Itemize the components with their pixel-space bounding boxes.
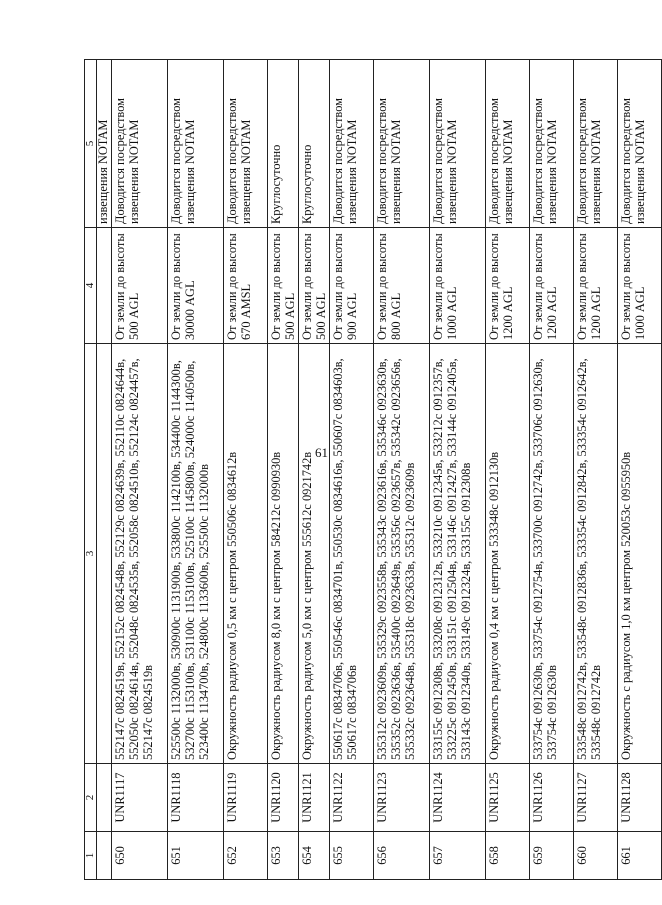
area-code: UNR1123 <box>374 764 430 832</box>
column-header-5: 5 <box>85 60 97 228</box>
column-header-4: 4 <box>85 228 97 344</box>
row-number: 654 <box>299 832 330 880</box>
table-row <box>268 60 299 880</box>
table-row <box>530 60 574 880</box>
area-code: UNR1127 <box>574 764 618 832</box>
area-coordinates: Окружность радиусом 8,0 км с центром 584212с 0990930в <box>268 344 299 764</box>
table-row <box>430 60 486 880</box>
row-number: 658 <box>486 832 530 880</box>
altitude-limits: От земли до высоты 1000 AGL <box>430 228 486 344</box>
altitude-limits: От земли до высоты 1000 AGL <box>618 228 662 344</box>
area-code: UNR1120 <box>268 764 299 832</box>
altitude-limits: От земли до высоты 900 AGL <box>330 228 374 344</box>
altitude-limits: От земли до высоты 1200 AGL <box>530 228 574 344</box>
area-code: UNR1128 <box>618 764 662 832</box>
restricted-areas-table <box>84 59 662 880</box>
area-coordinates: 525500с 1132000в, 530900с 1131900в, 533800с 1142100в, 534400с 1144300в, 532700с 1153100в, 531100с 1153100в, 525100с 1145800в, 524000с 1140500в, 523400с 1134700в, 524800с 1133600в, 525500с 1132000в <box>168 344 224 764</box>
activation-mode: Доводится посредством извещения NOTAM <box>486 60 530 228</box>
continuation-row <box>97 60 112 880</box>
table-row <box>330 60 374 880</box>
rotated-table <box>84 60 647 880</box>
continuation-cell: извещения NOTAM <box>97 60 112 228</box>
table-row <box>618 60 662 880</box>
altitude-limits: От земли до высоты 1200 AGL <box>574 228 618 344</box>
row-number: 653 <box>268 832 299 880</box>
activation-mode: Доводится посредством извещения NOTAM <box>224 60 268 228</box>
activation-mode: Доводится посредством извещения NOTAM <box>112 60 168 228</box>
row-number: 659 <box>530 832 574 880</box>
area-code: UNR1121 <box>299 764 330 832</box>
area-code: UNR1125 <box>486 764 530 832</box>
activation-mode: Доводится посредством извещения NOTAM <box>530 60 574 228</box>
altitude-limits: От земли до высоты 1200 AGL <box>486 228 530 344</box>
area-code: UNR1119 <box>224 764 268 832</box>
altitude-limits: От земли до высоты 500 AGL <box>268 228 299 344</box>
row-number: 661 <box>618 832 662 880</box>
area-coordinates: 550617с 0834706в, 550546с 0834701в, 550530с 0834616в, 550607с 0834603в, 550617с 0834706в <box>330 344 374 764</box>
row-number: 652 <box>224 832 268 880</box>
area-coordinates: Окружность с радиусом 1,0 км центром 520053с 0955950в <box>618 344 662 764</box>
column-header-2: 2 <box>85 764 97 832</box>
table-row <box>574 60 618 880</box>
area-coordinates: Окружность радиусом 5,0 км с центром 555612с 0921742в <box>299 344 330 764</box>
altitude-limits: От земли до высоты 500 AGL <box>299 228 330 344</box>
activation-mode: Доводится посредством извещения NOTAM <box>430 60 486 228</box>
table-row <box>486 60 530 880</box>
table-row <box>374 60 430 880</box>
rotated-table-container <box>84 60 647 880</box>
activation-mode: Доводится посредством извещения NOTAM <box>574 60 618 228</box>
altitude-limits: От земли до высоты 670 AMSL <box>224 228 268 344</box>
row-number: 655 <box>330 832 374 880</box>
area-coordinates: 533155с 0912308в, 533208с 0912312в, 533210с 0912345в, 533212с 0912357в, 533225с 0912450в, 533151с 0912504в, 533146с 0912427в, 533144с 0912405в, 533143с 0912340в, 533149с 0912324в, 533155с 0912308в <box>430 344 486 764</box>
table-body <box>97 60 662 880</box>
activation-mode: Круглосуточно <box>268 60 299 228</box>
area-coordinates: 552147с 0824519в, 552152с 0824548в, 552129с 0824639в, 552110с 0824644в, 552050с 0824614в, 552048с 0824535в, 552058с 0824510в, 552124с 0824457в, 552147с 0824519в <box>112 344 168 764</box>
activation-mode: Доводится посредством извещения NOTAM <box>374 60 430 228</box>
row-number: 656 <box>374 832 430 880</box>
area-code: UNR1126 <box>530 764 574 832</box>
area-code: UNR1124 <box>430 764 486 832</box>
table-row <box>224 60 268 880</box>
row-number: 650 <box>112 832 168 880</box>
altitude-limits: От земли до высоты 500 AGL <box>112 228 168 344</box>
row-number: 660 <box>574 832 618 880</box>
area-coordinates: 533754с 0912630в, 533754с 0912754в, 533700с 0912742в, 533706с 0912630в, 533754с 0912630в <box>530 344 574 764</box>
table-row <box>112 60 168 880</box>
table-row <box>168 60 224 880</box>
column-header-3: 3 <box>85 344 97 764</box>
area-code: UNR1122 <box>330 764 374 832</box>
altitude-limits: От земли до высоты 30000 AGL <box>168 228 224 344</box>
header-row <box>85 60 97 880</box>
column-header-1: 1 <box>85 832 97 880</box>
area-coordinates: Окружность радиусом 0,5 км с центром 550506с 0834612в <box>224 344 268 764</box>
area-coordinates: Окружность радиусом 0,4 км с центром 533348с 0912130в <box>486 344 530 764</box>
activation-mode: Доводится посредством извещения NOTAM <box>168 60 224 228</box>
area-coordinates: 535312с 0923609в, 535329с 0923558в, 535343с 0923616в, 535346с 0923630в, 535352с 0923636в, 535400с 0923649в, 535356с 0923657в, 535342с 0923656в, 535332с 0923648в, 535318с 0923633в, 535312с 0923609в <box>374 344 430 764</box>
activation-mode: Доводится посредством извещения NOTAM <box>330 60 374 228</box>
table-row <box>299 60 330 880</box>
area-code: UNR1118 <box>168 764 224 832</box>
row-number: 651 <box>168 832 224 880</box>
altitude-limits: От земли до высоты 800 AGL <box>374 228 430 344</box>
page-number: 61 <box>315 445 328 460</box>
activation-mode: Доводится посредством извещения NOTAM <box>618 60 662 228</box>
row-number: 657 <box>430 832 486 880</box>
activation-mode: Круглосуточно <box>299 60 330 228</box>
area-code: UNR1117 <box>112 764 168 832</box>
area-coordinates: 533548с 0912742в, 533548с 0912836в, 533354с 0912842в, 533354с 0912642в, 533548с 0912742в <box>574 344 618 764</box>
